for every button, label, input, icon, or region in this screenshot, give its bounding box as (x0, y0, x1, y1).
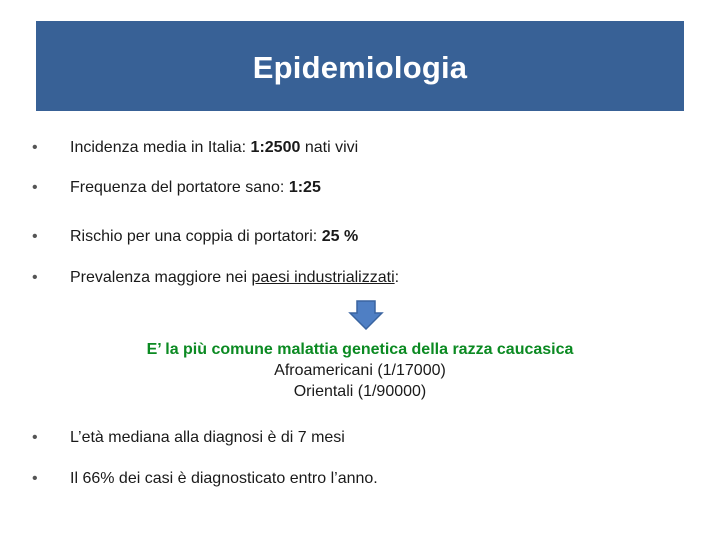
bullet-rischio: • Rischio per una coppia di portatori: 25 % (32, 228, 359, 245)
down-arrow-icon (348, 300, 384, 330)
afroamericani-line: Afroamericani (1/17000) (274, 362, 446, 379)
highlight-text: E’ la più comune malattia genetica della razza caucasica (146, 341, 574, 358)
bullet-prevalenza: • Prevalenza maggiore nei paesi industrializzati: (32, 269, 400, 286)
bullet-eta-mediana: • L’età mediana alla diagnosi è di 7 mesi (32, 429, 345, 446)
bullet-dot: • (32, 470, 38, 487)
orientali-line: Orientali (1/90000) (293, 383, 427, 400)
slide-title: Epidemiologia (252, 50, 468, 85)
highlight-block (0, 339, 720, 402)
bullet-dot: • (32, 269, 38, 286)
bullet-frequenza: • Frequenza del portatore sano: 1:25 (32, 179, 321, 196)
bullet-dot: • (32, 228, 38, 245)
title-bar (36, 21, 684, 111)
bullet-incidenza: • Incidenza media in Italia: 1:2500 nati vivi (32, 139, 359, 156)
bullet-dot: • (32, 179, 38, 196)
bullet-dot: • (32, 139, 38, 156)
bullet-diagnosi: • Il 66% dei casi è diagnosticato entro l’anno. (32, 470, 378, 487)
bullet-dot: • (32, 429, 38, 446)
